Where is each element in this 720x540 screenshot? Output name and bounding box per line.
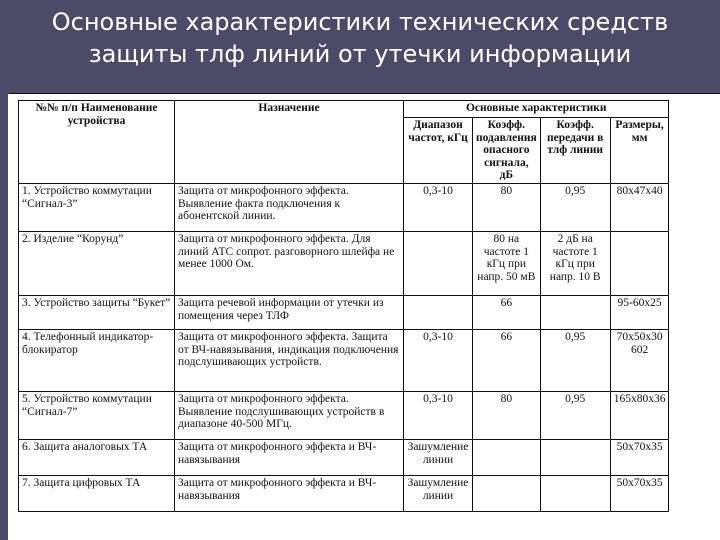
row-range: Зашумление линии bbox=[404, 439, 473, 475]
row-purpose: Защита от микрофонного эффекта. Выявление факта подключения к абонентской линии. bbox=[175, 183, 404, 231]
row-purpose: Защита от микрофонного эффекта. Для линий АТС сопрот. разговорного шлейфа не менее 1000 Ом. bbox=[175, 231, 404, 295]
row-name: 7. Защита цифровых ТА bbox=[19, 475, 175, 511]
slide-title-line-2: защиты тлф линий от утечки информации bbox=[88, 40, 632, 68]
row-size bbox=[610, 231, 669, 295]
row-transfer: 0,95 bbox=[540, 391, 610, 439]
table-row bbox=[19, 329, 669, 391]
row-suppression: 80 bbox=[473, 391, 541, 439]
row-purpose: Защита от микрофонного эффекта. Выявление подслушивающих устройств в диапазоне 40-500 МГц. bbox=[175, 391, 404, 439]
table-header-row bbox=[19, 101, 669, 118]
row-range: Зашумление линии bbox=[404, 475, 473, 511]
header-transfer: Коэфф. передачи в тлф линии bbox=[540, 118, 610, 184]
row-name: 6. Защита аналоговых ТА bbox=[19, 439, 175, 475]
header-purpose: Назначение bbox=[175, 101, 404, 184]
header-name: Наименование устройства bbox=[67, 102, 158, 127]
row-transfer bbox=[540, 439, 610, 475]
row-suppression bbox=[473, 439, 541, 475]
row-suppression: 66 bbox=[473, 295, 541, 329]
row-range bbox=[404, 295, 473, 329]
characteristics-table bbox=[18, 100, 669, 512]
header-num-name bbox=[19, 101, 175, 184]
row-range: 0,3-10 bbox=[404, 329, 473, 391]
slide-title-line-1: Основные характеристики технических средств bbox=[51, 8, 669, 36]
row-suppression: 66 bbox=[473, 329, 541, 391]
row-size: 165x80x36 bbox=[610, 391, 669, 439]
row-size: 80x47x40 bbox=[610, 183, 669, 231]
row-purpose: Защита от микрофонного эффекта и ВЧ-навязывания bbox=[175, 439, 404, 475]
header-suppression: Коэфф. подавления опасного сигнала, дБ bbox=[473, 118, 541, 184]
table-row bbox=[19, 475, 669, 511]
table-row bbox=[19, 183, 669, 231]
row-purpose: Защита от микрофонного эффекта и ВЧ-навязывания bbox=[175, 475, 404, 511]
row-suppression bbox=[473, 475, 541, 511]
row-size: 95-60x25 bbox=[610, 295, 669, 329]
row-name: 5. Устройство коммутации “Сигнал-7” bbox=[19, 391, 175, 439]
row-size: 50x70x35 bbox=[610, 475, 669, 511]
row-name: 1. Устройство коммутации “Сигнал-3” bbox=[19, 183, 175, 231]
row-name: 4. Телефонный индикатор-блокиратор bbox=[19, 329, 175, 391]
table-row bbox=[19, 439, 669, 475]
row-suppression: 80 bbox=[473, 183, 541, 231]
table-row bbox=[19, 295, 669, 329]
slide-title bbox=[0, 6, 720, 70]
row-transfer: 0,95 bbox=[540, 329, 610, 391]
row-transfer bbox=[540, 475, 610, 511]
row-transfer bbox=[540, 295, 610, 329]
header-group: Основные характеристики bbox=[404, 101, 669, 118]
row-suppression: 80 на частоте 1 кГц при напр. 50 мВ bbox=[473, 231, 541, 295]
header-num: №№ п/п bbox=[35, 102, 78, 114]
row-range: 0,3-10 bbox=[404, 391, 473, 439]
scanned-table-sheet bbox=[8, 94, 720, 540]
header-range: Диапазон частот, кГц bbox=[404, 118, 473, 184]
row-range bbox=[404, 231, 473, 295]
row-name: 2. Изделие “Корунд” bbox=[19, 231, 175, 295]
row-purpose: Защита от микрофонного эффекта. Защита от ВЧ-навязывания, индикация подключения подслушивающих устройств. bbox=[175, 329, 404, 391]
table-row bbox=[19, 231, 669, 295]
header-size: Размеры, мм bbox=[610, 118, 669, 184]
row-range: 0,3-10 bbox=[404, 183, 473, 231]
table-row bbox=[19, 391, 669, 439]
row-name: 3. Устройство защиты “Букет” bbox=[19, 295, 175, 329]
row-purpose: Защита речевой информации от утечки из помещения через ТЛФ bbox=[175, 295, 404, 329]
row-transfer: 2 дБ на частоте 1 кГц при напр. 10 В bbox=[540, 231, 610, 295]
row-transfer: 0,95 bbox=[540, 183, 610, 231]
row-size: 70x50x30 602 bbox=[610, 329, 669, 391]
row-size: 50x70x35 bbox=[610, 439, 669, 475]
